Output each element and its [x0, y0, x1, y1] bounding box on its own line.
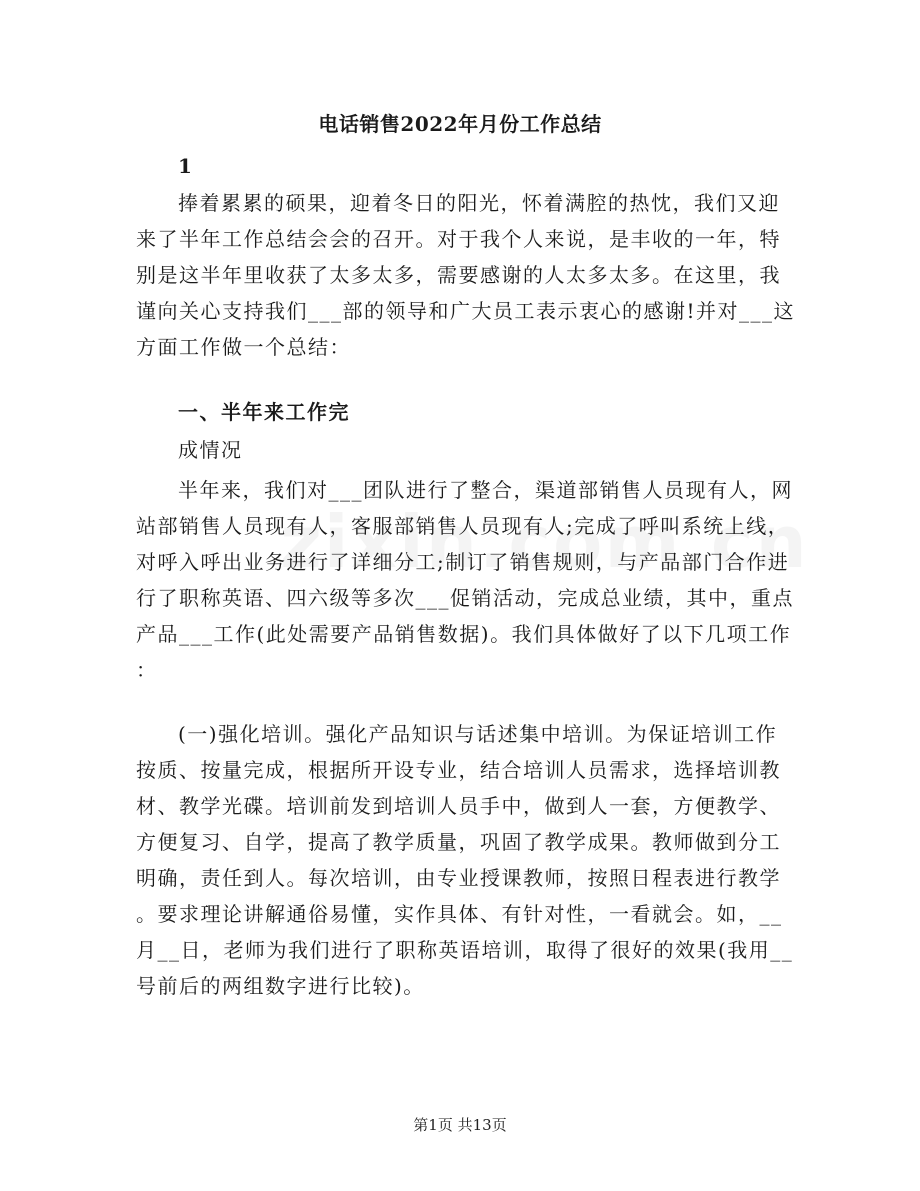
- intro-line: 谨向关心支持我们___部的领导和广大员工表示衷心的感谢!并对___这: [136, 299, 796, 323]
- body-line: 行了职称英语、四六级等多次___促销活动，完成总业绩，其中，重点: [136, 586, 794, 610]
- training-line: 。要求理论讲解通俗易懂，实作具体、有针对性，一看就会。如，__: [136, 902, 783, 926]
- intro-line: 来了半年工作总结会会的召开。对于我个人来说，是丰收的一年，特: [136, 227, 781, 251]
- body-line: 站部销售人员现有人，客服部销售人员现有人;完成了呼叫系统上线，: [136, 514, 790, 538]
- training-line: 材、教学光碟。培训前发到培训人员手中，做到人一套，方便教学、: [136, 794, 781, 818]
- intro-line: 捧着累累的硕果，迎着冬日的阳光，怀着满腔的热忱，我们又迎: [178, 191, 780, 215]
- intro-line: 别是这半年里收获了太多太多，需要感谢的人太多太多。在这里，我: [136, 263, 781, 287]
- training-line: 按质、按量完成，根据所开设专业，结合培训人员需求，选择培训教: [136, 758, 781, 782]
- intro-line: 方面工作做一个总结：: [136, 335, 351, 359]
- section-number-text: 1: [178, 154, 194, 178]
- section-number: [136, 148, 776, 184]
- section-heading: [136, 394, 776, 430]
- training-line: 号前后的两组数字进行比较)。: [136, 974, 425, 998]
- section-heading-continued-text: 成情况: [178, 438, 243, 462]
- body-line: ：: [136, 658, 158, 682]
- page-footer: 第1页 共13页: [413, 1116, 507, 1134]
- section-heading-text: 一、半年来工作完: [178, 400, 350, 424]
- watermark: [280, 500, 640, 584]
- training-line: 月__日，老师为我们进行了职称英语培训，取得了很好的效果(我用__: [136, 938, 794, 962]
- section-heading-continued: [136, 432, 776, 468]
- intro-paragraph: [136, 185, 796, 365]
- body-line: 产品___工作(此处需要产品销售数据)。我们具体做好了以下几项工作: [136, 622, 792, 646]
- training-line: 明确，责任到人。每次培训，由专业授课教师，按照日程表进行教学: [136, 866, 781, 890]
- training-paragraph: [136, 716, 794, 1004]
- body-line: 半年来，我们对___团队进行了整合，渠道部销售人员现有人，网: [178, 478, 793, 502]
- training-line: (一)强化培训。强化产品知识与话述集中培训。为保证培训工作: [178, 722, 778, 746]
- document-title: 电话销售2022年月份工作总结: [318, 112, 602, 136]
- training-line: 方便复习、自学，提高了教学质量，巩固了教学成果。教师做到分工: [136, 830, 781, 854]
- body-line: 对呼入呼出业务进行了详细分工;制订了销售规则，与产品部门合作进: [136, 550, 790, 574]
